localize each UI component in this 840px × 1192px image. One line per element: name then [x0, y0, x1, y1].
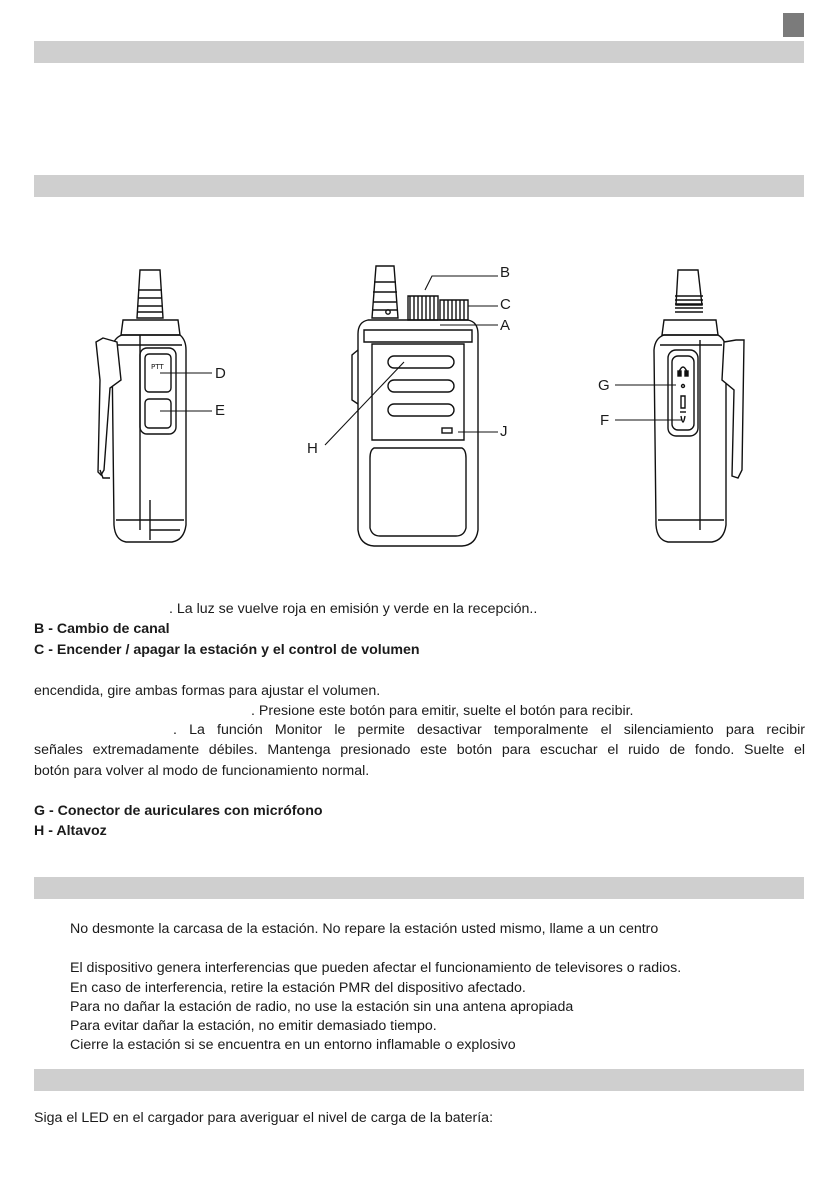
callout-label-e: E [215, 402, 226, 419]
desc-a: . La luz se vuelve roja en emisión y verde en la recepción.. [169, 601, 538, 617]
warning-item: Para no dañar la estación de radio, no use la estación sin una antena apropiada [70, 999, 574, 1015]
charging-instruction: Siga el LED en el cargador para averiguar el nivel de carga de la batería: [34, 1110, 494, 1126]
desc-d: . Presione este botón para emitir, suelte el botón para recibir. [251, 703, 634, 719]
radio-drawing [0, 250, 840, 570]
warning-item: En caso de interferencia, retire la estación PMR del dispositivo afectado. [70, 980, 526, 996]
warning-item: El dispositivo genera interferencias que pueden afectar el funcionamiento de televisores o radios. [70, 960, 682, 976]
desc-e-line3: botón para volver al modo de funcionamiento normal. [34, 763, 370, 779]
desc-e-line1: . La función Monitor le permite desactivar temporalmente el silenciamiento para recibir [173, 722, 805, 738]
desc-g: G - Conector de auriculares con micrófono [34, 803, 323, 819]
callout-label-b: B [500, 264, 511, 281]
warning-item: Cierre la estación si se encuentra en un entorno inflamable o explosivo [70, 1037, 516, 1053]
radio-diagram [0, 250, 840, 570]
desc-c: C - Encender / apagar la estación y el control de volumen [34, 642, 420, 658]
section-header-bar [34, 175, 804, 197]
callout-label-f: F [600, 412, 610, 429]
right-side-view [654, 270, 744, 542]
callout-label-h: H [307, 440, 318, 457]
desc-c-continued: encendida, gire ambas formas para ajustar el volumen. [34, 683, 381, 699]
callout-label-j: J [500, 423, 508, 440]
callout-label-g: G [598, 377, 610, 394]
desc-e-line2: señales extremadamente débiles. Mantenga presionado este botón para escuchar el ruido de fondo. Suelte el [34, 742, 805, 758]
front-view [352, 266, 478, 546]
callout-label-d: D [215, 365, 226, 382]
left-side-view [96, 270, 186, 542]
section-header-bar [34, 877, 804, 899]
warning-item: No desmonte la carcasa de la estación. No repare la estación usted mismo, llame a un centro [70, 921, 659, 937]
warning-item: Para evitar dañar la estación, no emitir demasiado tiempo. [70, 1018, 437, 1034]
callout-label-a: A [500, 317, 511, 334]
desc-h: H - Altavoz [34, 823, 107, 839]
ptt-label: PTT [151, 363, 164, 371]
section-header-bar [34, 1069, 804, 1091]
desc-b: B - Cambio de canal [34, 621, 170, 637]
page-corner-marker [783, 13, 804, 37]
callout-label-c: C [500, 296, 511, 313]
section-header-bar [34, 41, 804, 63]
